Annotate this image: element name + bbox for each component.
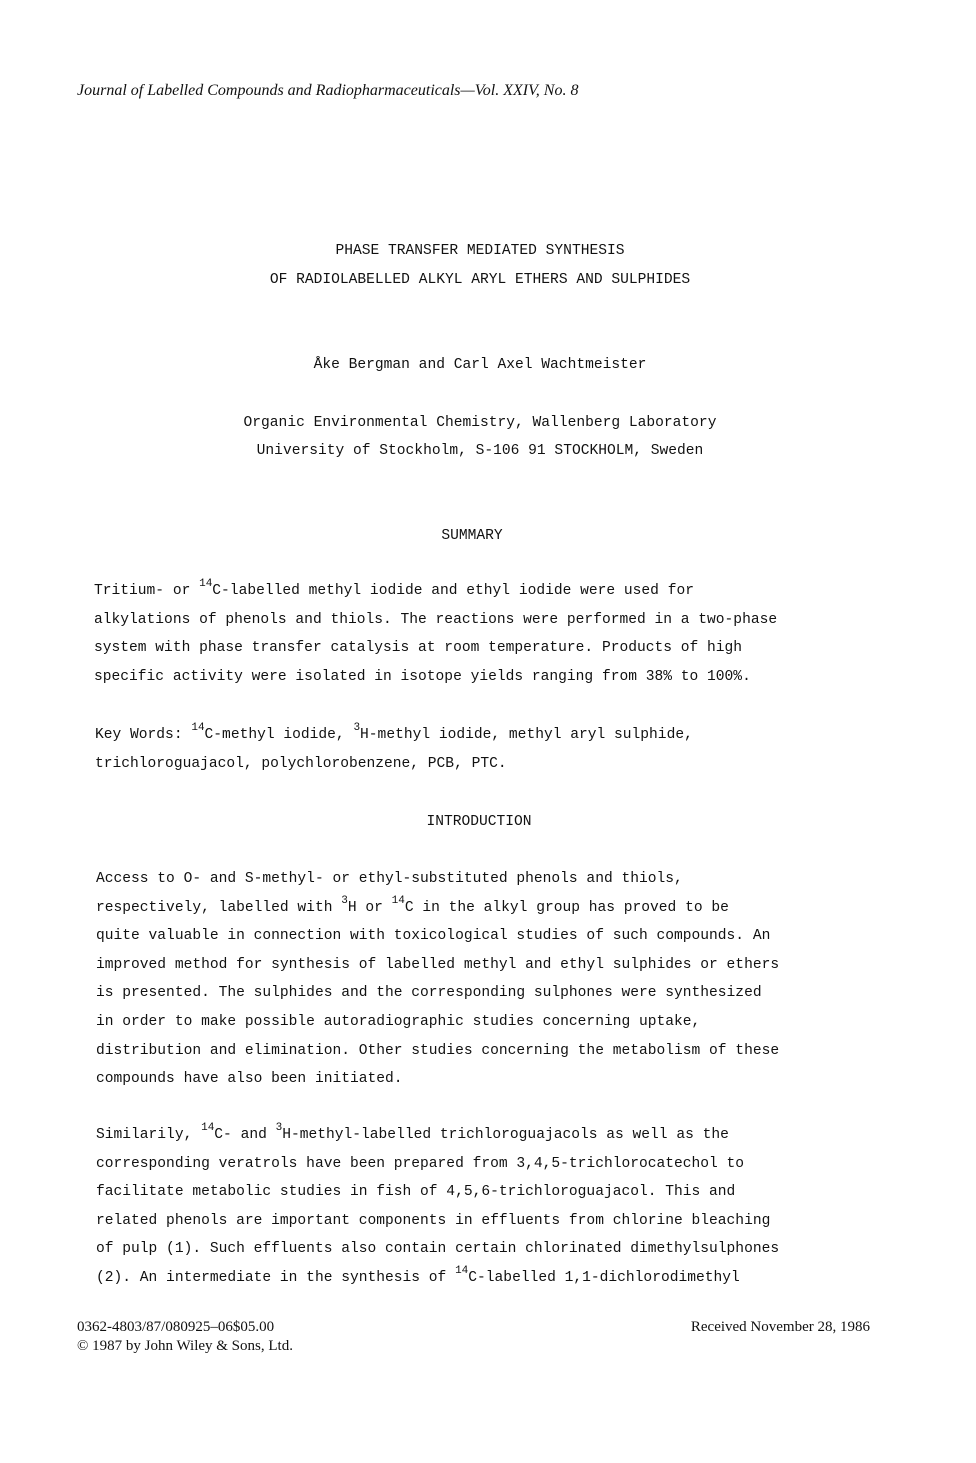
intro-p2-line-2: corresponding veratrols have been prepared from 3,4,5-trichlorocatechol to <box>96 1155 745 1172</box>
summary-line-4: specific activity were isolated in isotope yields ranging from 38% to 100%. <box>94 668 751 685</box>
authors: Åke Bergman and Carl Axel Wachtmeister <box>313 357 647 373</box>
footer-code: 0362-4803/87/080925–06$05.00 <box>77 1319 275 1335</box>
intro-p1-line-7: distribution and elimination. Other studies concerning the metabolism of these <box>96 1042 780 1059</box>
summary-line-1: Tritium- or $^{14}$C-labelled methyl iodide and ethyl iodide were used for <box>94 578 694 599</box>
title-line-1: PHASE TRANSFER MEDIATED SYNTHESIS <box>335 243 625 259</box>
footer-left <box>77 1318 293 1356</box>
title-line-2: OF RADIOLABELLED ALKYL ARYL ETHERS AND SULPHIDES <box>269 272 691 288</box>
introduction-heading: INTRODUCTION <box>426 814 532 830</box>
summary-line-3: system with phase transfer catalysis at room temperature. Products of high <box>94 640 743 657</box>
intro-paragraph-1 <box>96 865 856 1094</box>
intro-paragraph-2 <box>96 1121 856 1293</box>
summary-line-2: alkylations of phenols and thiols. The reactions were performed in a two-phase <box>94 611 778 628</box>
keywords-paragraph <box>95 721 855 778</box>
intro-p2-line-3: facilitate metabolic studies in fish of 4,5,6-trichloroguajacol. This and <box>96 1184 736 1201</box>
footer-copyright: © 1987 by John Wiley & Sons, Ltd. <box>77 1338 293 1354</box>
intro-p1-line-3: quite valuable in connection with toxicological studies of such compounds. An <box>96 928 771 945</box>
intro-p2-line-6: (2). An intermediate in the synthesis of $^{14}$C-labelled 1,1-dichlorodimethyl <box>96 1265 740 1286</box>
footer-received: Received November 28, 1986 <box>690 1319 870 1335</box>
affiliation-line-2: University of Stockholm, S-106 91 STOCKHOLM, Sweden <box>256 443 704 459</box>
intro-p2-line-5: of pulp (1). Such effluents also contain certain chlorinated dimethylsulphones <box>96 1241 780 1258</box>
intro-p1-line-5: is presented. The sulphides and the corresponding sulphones were synthesized <box>96 985 762 1002</box>
summary-paragraph <box>94 577 854 691</box>
affiliation-line-1: Organic Environmental Chemistry, Wallenberg Laboratory <box>243 415 717 431</box>
intro-p1-line-6: in order to make possible autoradiographic studies concerning uptake, <box>96 1013 701 1030</box>
keywords-line-1: Key Words: $^{14}$C-methyl iodide, $^3$H-methyl iodide, methyl aryl sulphide, <box>95 722 693 743</box>
intro-p1-line-4: improved method for synthesis of labelled methyl and ethyl sulphides or ethers <box>96 956 780 973</box>
intro-p2-line-1: Similarily, $^{14}$C- and $^3$H-methyl-labelled trichloroguajacols as well as the <box>96 1122 729 1143</box>
intro-p1-line-1: Access to O- and S-methyl- or ethyl-substituted phenols and thiols, <box>96 871 683 887</box>
journal-header: Journal of Labelled Compounds and Radiopharmaceuticals—Vol. XXIV, No. 8 <box>77 82 579 99</box>
keywords-line-2: trichloroguajacol, polychlorobenzene, PCB, PTC. <box>95 755 507 772</box>
intro-p2-line-4: related phenols are important components in effluents from chlorine bleaching <box>96 1212 771 1229</box>
intro-p1-line-8: compounds have also been initiated. <box>96 1071 403 1088</box>
intro-p1-line-2: respectively, labelled with $^3$H or $^{14}$C in the alkyl group has proved to be <box>96 894 729 916</box>
summary-heading: SUMMARY <box>441 528 503 544</box>
